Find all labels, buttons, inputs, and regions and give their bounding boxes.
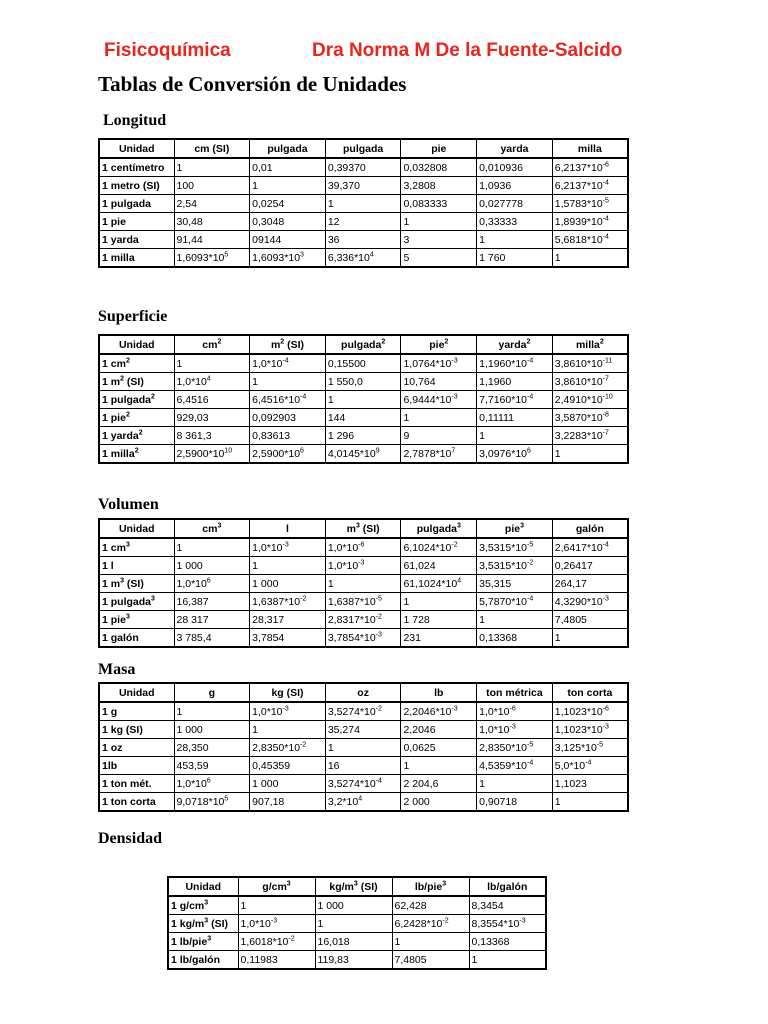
- conversion-value: 39,370: [325, 177, 401, 195]
- table-row: [168, 915, 546, 933]
- table-masa: [98, 682, 629, 812]
- column-header: oz: [325, 683, 401, 702]
- column-header: pulgada$^2$: [325, 335, 401, 354]
- conversion-value: $1,6018*10^{-2}$: [238, 933, 315, 951]
- conversion-value: $3,7854*10^{-3}$: [325, 629, 401, 648]
- table-row: [99, 739, 628, 757]
- row-unit-label: 1 l: [99, 557, 174, 575]
- conversion-value: 36: [325, 231, 401, 249]
- conversion-value: $5,0*10^{-4}$: [552, 757, 628, 775]
- row-unit-label: 1 $cm^2$: [99, 354, 174, 373]
- conversion-value: 1: [250, 177, 326, 195]
- column-header: lb: [401, 683, 477, 702]
- conversion-value: 8 361,3: [174, 427, 250, 445]
- table-longitud: [98, 138, 629, 268]
- conversion-value: 453,59: [174, 757, 250, 775]
- row-unit-label: 1 $kg/m^3$ (SI): [168, 915, 238, 933]
- table-row: [99, 557, 628, 575]
- conversion-value: 231: [401, 629, 477, 648]
- column-header: pulgada$^3$: [401, 519, 477, 538]
- conversion-value: 1: [469, 951, 546, 970]
- conversion-value: $2,8350*10^{-5}$: [477, 739, 553, 757]
- conversion-value: 1: [315, 915, 392, 933]
- conversion-value: 1: [325, 739, 401, 757]
- table-header-row: [99, 519, 628, 538]
- table-row: [168, 951, 546, 970]
- conversion-value: 1: [552, 629, 628, 648]
- row-unit-label: 1 lb/pie$^3$: [168, 933, 238, 951]
- conversion-value: $1,6387*10^{-2}$: [250, 593, 326, 611]
- table-row: [99, 775, 628, 793]
- conversion-value: $3,2*10^4$: [325, 793, 401, 812]
- conversion-value: $1,0*10^{-3}$: [250, 538, 326, 557]
- table-row: [99, 575, 628, 593]
- conversion-value: 1: [250, 373, 326, 391]
- conversion-value: 28,350: [174, 739, 250, 757]
- conversion-value: $1,0*10^6$: [174, 775, 250, 793]
- table-row: [99, 611, 628, 629]
- row-unit-label: 1 lb/galón: [168, 951, 238, 970]
- conversion-value: 2,2046: [401, 721, 477, 739]
- column-header: pie$^2$: [401, 335, 477, 354]
- conversion-value: 1 296: [325, 427, 401, 445]
- conversion-value: $3,5274*10^{-2}$: [325, 702, 401, 721]
- conversion-value: $1,0*10^{-4}$: [250, 354, 326, 373]
- conversion-value: 0,032808: [401, 158, 477, 177]
- column-header: Unidad: [99, 335, 174, 354]
- row-unit-label: 1 pie$^3$: [99, 611, 174, 629]
- conversion-value: 28 317: [174, 611, 250, 629]
- table-row: [99, 354, 628, 373]
- conversion-value: 0,39370: [325, 158, 401, 177]
- column-header: yarda: [477, 139, 553, 158]
- row-unit-label: 1 pulgada$^2$: [99, 391, 174, 409]
- conversion-value: 8,3454: [469, 896, 546, 915]
- conversion-value: 0,45359: [250, 757, 326, 775]
- conversion-value: $1,8939*10^{-4}$: [552, 213, 628, 231]
- conversion-value: 1: [325, 195, 401, 213]
- conversion-value: 7,4805: [552, 611, 628, 629]
- row-unit-label: 1lb: [99, 757, 174, 775]
- conversion-value: 2,54: [174, 195, 250, 213]
- column-header: l: [250, 519, 326, 538]
- row-unit-label: 1 kg (SI): [99, 721, 174, 739]
- row-unit-label: 1 pie$^2$: [99, 409, 174, 427]
- conversion-value: $1,0764*10^{-3}$: [401, 354, 477, 373]
- conversion-value: 1 760: [477, 249, 553, 268]
- conversion-value: $3,8610*10^{-11}$: [552, 354, 628, 373]
- conversion-value: 1 728: [401, 611, 477, 629]
- conversion-value: $3,5315*10^{-5}$: [477, 538, 553, 557]
- conversion-value: $3,8610*10^{-7}$: [552, 373, 628, 391]
- table-row: [99, 793, 628, 812]
- conversion-value: 0,11983: [238, 951, 315, 970]
- conversion-value: 1 000: [174, 557, 250, 575]
- row-unit-label: 1 yarda: [99, 231, 174, 249]
- conversion-value: 1: [174, 538, 250, 557]
- conversion-value: 0,15500: [325, 354, 401, 373]
- row-unit-label: 1 pulgada: [99, 195, 174, 213]
- conversion-value: 0,0625: [401, 739, 477, 757]
- column-header: $cm^2$: [174, 335, 250, 354]
- conversion-value: $1,6093*10^5$: [174, 249, 250, 268]
- conversion-value: $6,9444*10^{-3}$: [401, 391, 477, 409]
- column-header: milla: [552, 139, 628, 158]
- conversion-value: $2,8350*10^{-2}$: [250, 739, 326, 757]
- row-unit-label: 1 ton corta: [99, 793, 174, 812]
- column-header: pie: [401, 139, 477, 158]
- conversion-value: 144: [325, 409, 401, 427]
- table-row: [99, 195, 628, 213]
- table-row: [99, 593, 628, 611]
- conversion-value: 1: [401, 213, 477, 231]
- conversion-value: 0,01: [250, 158, 326, 177]
- table-volumen: [98, 518, 629, 648]
- conversion-value: 1 550,0: [325, 373, 401, 391]
- conversion-value: $5,7870*10^{-4}$: [477, 593, 553, 611]
- column-header: lb/pie$^3$: [392, 877, 469, 896]
- column-header: galón: [552, 519, 628, 538]
- conversion-value: 91,44: [174, 231, 250, 249]
- conversion-value: $1,1960*10^{-4}$: [477, 354, 553, 373]
- conversion-value: 1: [477, 427, 553, 445]
- conversion-value: $6,2137*10^{-6}$: [552, 158, 628, 177]
- conversion-value: 35,274: [325, 721, 401, 739]
- table-row: [168, 896, 546, 915]
- conversion-value: 62,428: [392, 896, 469, 915]
- conversion-value: $2,4910*10^{-10}$: [552, 391, 628, 409]
- column-header: ton corta: [552, 683, 628, 702]
- column-header: Unidad: [168, 877, 238, 896]
- conversion-value: $1,0*10^{-6}$: [325, 538, 401, 557]
- section-title-densidad: Densidad: [98, 830, 163, 847]
- conversion-value: 1 000: [250, 575, 326, 593]
- conversion-value: $1,6093*10^3$: [250, 249, 326, 268]
- table-row: [99, 213, 628, 231]
- conversion-value: $4,0145*10^9$: [325, 445, 401, 464]
- table-row: [99, 702, 628, 721]
- section-title-superficie: Superficie: [98, 308, 168, 325]
- conversion-value: 1: [477, 611, 553, 629]
- section-title-masa: Masa: [98, 661, 136, 678]
- conversion-value: 7,4805: [392, 951, 469, 970]
- column-header: $g/cm^3$: [238, 877, 315, 896]
- column-header: Unidad: [99, 519, 174, 538]
- column-header: $m^3$ (SI): [325, 519, 401, 538]
- conversion-value: $7,7160*10^{-4}$: [477, 391, 553, 409]
- column-header: cm (SI): [174, 139, 250, 158]
- conversion-value: $1,0*10^{-3}$: [325, 557, 401, 575]
- conversion-value: 1: [401, 409, 477, 427]
- conversion-value: 1: [392, 933, 469, 951]
- conversion-value: 0,092903: [250, 409, 326, 427]
- conversion-value: $9,0718*10^5$: [174, 793, 250, 812]
- row-unit-label: 1 g: [99, 702, 174, 721]
- table-densidad: [167, 876, 547, 970]
- conversion-value: 28,317: [250, 611, 326, 629]
- conversion-value: $8,3554*10^{-3}$: [469, 915, 546, 933]
- conversion-value: $2,7878*10^7$: [401, 445, 477, 464]
- row-unit-label: 1 pie: [99, 213, 174, 231]
- conversion-value: 1: [401, 757, 477, 775]
- conversion-value: 3,7854: [250, 629, 326, 648]
- conversion-value: 907,18: [250, 793, 326, 812]
- column-header: $m^2$ (SI): [250, 335, 326, 354]
- page-title: Tablas de Conversión de Unidades: [98, 72, 407, 96]
- conversion-value: $1,0*10^4$: [174, 373, 250, 391]
- conversion-value: $5,6818*10^{-4}$: [552, 231, 628, 249]
- row-unit-label: 1 pulgada$^3$: [99, 593, 174, 611]
- conversion-value: 1: [477, 775, 553, 793]
- conversion-value: 1: [477, 231, 553, 249]
- table-header-row: [99, 335, 628, 354]
- table-row: [99, 757, 628, 775]
- table-row: [99, 427, 628, 445]
- row-unit-label: 1 oz: [99, 739, 174, 757]
- column-header: pulgada: [325, 139, 401, 158]
- column-header: kg (SI): [250, 683, 326, 702]
- conversion-value: $3,2283*10^{-7}$: [552, 427, 628, 445]
- conversion-value: $1,1023*10^{-3}$: [552, 721, 628, 739]
- conversion-value: $1,5783*10^{-5}$: [552, 195, 628, 213]
- conversion-value: 2 000: [401, 793, 477, 812]
- conversion-value: 10,764: [401, 373, 477, 391]
- conversion-value: 1: [552, 793, 628, 812]
- conversion-value: 0,33333: [477, 213, 553, 231]
- table-superficie: [98, 334, 629, 464]
- row-unit-label: 1 $m^3$ (SI): [99, 575, 174, 593]
- conversion-value: $4,5359*10^{-4}$: [477, 757, 553, 775]
- header-author: Dra Norma M De la Fuente-Salcido: [312, 40, 623, 61]
- conversion-value: 3: [401, 231, 477, 249]
- conversion-value: 1: [174, 354, 250, 373]
- conversion-value: $2,8317*10^{-2}$: [325, 611, 401, 629]
- column-header: milla$^2$: [552, 335, 628, 354]
- section-title-volumen: Volumen: [98, 496, 159, 513]
- conversion-value: 3,2808: [401, 177, 477, 195]
- conversion-value: $1,0*10^{-6}$: [477, 702, 553, 721]
- conversion-value: 0,083333: [401, 195, 477, 213]
- conversion-value: 0,26417: [552, 557, 628, 575]
- conversion-value: 1 000: [315, 896, 392, 915]
- conversion-value: $4,3290*10^{-3}$: [552, 593, 628, 611]
- column-header: $cm^3$: [174, 519, 250, 538]
- conversion-value: $1,0*10^6$: [174, 575, 250, 593]
- column-header: pulgada: [250, 139, 326, 158]
- conversion-value: $6,2428*10^{-2}$: [392, 915, 469, 933]
- conversion-value: $2,5900*10^{10}$: [174, 445, 250, 464]
- conversion-value: 35,315: [477, 575, 553, 593]
- conversion-value: $1,0*10^{-3}$: [250, 702, 326, 721]
- table-row: [99, 391, 628, 409]
- conversion-value: $1,1023*10^{-6}$: [552, 702, 628, 721]
- conversion-value: 1,1023: [552, 775, 628, 793]
- conversion-value: $1,0*10^{-3}$: [238, 915, 315, 933]
- table-row: [99, 158, 628, 177]
- table-row: [99, 538, 628, 557]
- conversion-value: 1: [325, 391, 401, 409]
- conversion-value: 0,90718: [477, 793, 553, 812]
- conversion-value: 1 000: [174, 721, 250, 739]
- conversion-value: 16: [325, 757, 401, 775]
- table-row: [99, 177, 628, 195]
- row-unit-label: 1 $m^2$ (SI): [99, 373, 174, 391]
- conversion-value: 5: [401, 249, 477, 268]
- conversion-value: $3,125*10^{-5}$: [552, 739, 628, 757]
- conversion-value: $3,5274*10^{-4}$: [325, 775, 401, 793]
- table-row: [99, 445, 628, 464]
- conversion-value: 119,83: [315, 951, 392, 970]
- conversion-value: $1,6387*10^{-5}$: [325, 593, 401, 611]
- conversion-value: $3,0976*10^6$: [477, 445, 553, 464]
- column-header: g: [174, 683, 250, 702]
- conversion-value: 1: [238, 896, 315, 915]
- row-unit-label: 1 $cm^3$: [99, 538, 174, 557]
- table-row: [99, 721, 628, 739]
- row-unit-label: 1 milla: [99, 249, 174, 268]
- conversion-value: 0,13368: [469, 933, 546, 951]
- column-header: pie$^3$: [477, 519, 553, 538]
- conversion-value: 0,13368: [477, 629, 553, 648]
- conversion-value: 1 000: [250, 775, 326, 793]
- section-title-longitud: Longitud: [103, 112, 167, 129]
- column-header: lb/galón: [469, 877, 546, 896]
- row-unit-label: 1 milla$^2$: [99, 445, 174, 464]
- row-unit-label: 1 galón: [99, 629, 174, 648]
- table-row: [99, 231, 628, 249]
- conversion-value: 264,17: [552, 575, 628, 593]
- conversion-value: $2,6417*10^{-4}$: [552, 538, 628, 557]
- conversion-value: $3,5315*10^{-2}$: [477, 557, 553, 575]
- row-unit-label: 1 $g/cm^3$: [168, 896, 238, 915]
- conversion-value: $6,336*10^4$: [325, 249, 401, 268]
- table-row: [99, 629, 628, 648]
- table-row: [168, 933, 546, 951]
- conversion-value: 0,010936: [477, 158, 553, 177]
- conversion-value: 0,83613: [250, 427, 326, 445]
- conversion-value: 09144: [250, 231, 326, 249]
- row-unit-label: 1 ton mét.: [99, 775, 174, 793]
- conversion-value: 1: [552, 445, 628, 464]
- conversion-value: 0,11111: [477, 409, 553, 427]
- column-header: $kg/m^3$ (SI): [315, 877, 392, 896]
- conversion-value: $3,5870*10^{-8}$: [552, 409, 628, 427]
- header-course: Fisicoquímica: [104, 40, 231, 61]
- conversion-value: 1: [174, 158, 250, 177]
- conversion-value: 16,018: [315, 933, 392, 951]
- conversion-value: 929,03: [174, 409, 250, 427]
- conversion-value: 3 785,4: [174, 629, 250, 648]
- table-header-row: [99, 139, 628, 158]
- conversion-value: 9: [401, 427, 477, 445]
- conversion-value: 1: [552, 249, 628, 268]
- conversion-value: 6,4516: [174, 391, 250, 409]
- column-header: yarda$^2$: [477, 335, 553, 354]
- column-header: Unidad: [99, 683, 174, 702]
- conversion-value: 0,3048: [250, 213, 326, 231]
- conversion-value: $2,2046*10^{-3}$: [401, 702, 477, 721]
- row-unit-label: 1 yarda$^2$: [99, 427, 174, 445]
- table-header-row: [99, 683, 628, 702]
- table-row: [99, 249, 628, 268]
- conversion-value: $6,1024*10^{-2}$: [401, 538, 477, 557]
- column-header: Unidad: [99, 139, 174, 158]
- conversion-value: $61,1024*10^4$: [401, 575, 477, 593]
- conversion-value: 1: [325, 575, 401, 593]
- conversion-value: 100: [174, 177, 250, 195]
- table-row: [99, 409, 628, 427]
- row-unit-label: 1 centímetro: [99, 158, 174, 177]
- conversion-value: 0,0254: [250, 195, 326, 213]
- column-header: ton métrica: [477, 683, 553, 702]
- conversion-value: 1: [250, 557, 326, 575]
- conversion-value: 1: [174, 702, 250, 721]
- conversion-value: 0,027778: [477, 195, 553, 213]
- table-row: [99, 373, 628, 391]
- conversion-value: 12: [325, 213, 401, 231]
- conversion-value: 61,024: [401, 557, 477, 575]
- conversion-value: 1,0936: [477, 177, 553, 195]
- conversion-value: $6,4516*10^{-4}$: [250, 391, 326, 409]
- conversion-value: 1: [250, 721, 326, 739]
- conversion-value: $6,2137*10^{-4}$: [552, 177, 628, 195]
- conversion-value: 30,48: [174, 213, 250, 231]
- conversion-value: $1,0*10^{-3}$: [477, 721, 553, 739]
- conversion-value: 2 204,6: [401, 775, 477, 793]
- conversion-value: 16,387: [174, 593, 250, 611]
- conversion-value: 1: [401, 593, 477, 611]
- conversion-value: 1,1960: [477, 373, 553, 391]
- table-header-row: [168, 877, 546, 896]
- row-unit-label: 1 metro (SI): [99, 177, 174, 195]
- conversion-value: $2,5900*10^6$: [250, 445, 326, 464]
